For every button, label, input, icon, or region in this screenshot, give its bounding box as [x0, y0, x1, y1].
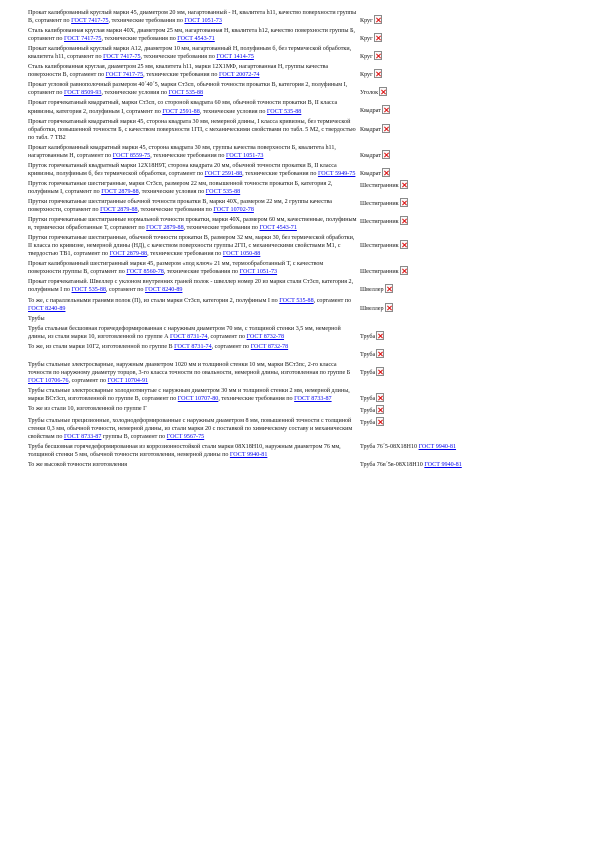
spec-description: [28, 461, 357, 469]
broken-image-icon: [374, 33, 382, 42]
text-fragment: То же, из стали марки 10Г2, изготовленной по группе В: [28, 343, 175, 350]
spec-designation: [357, 45, 573, 61]
spec-row: [28, 361, 573, 385]
spec-description: [28, 63, 357, 79]
gost-link[interactable]: ГОСТ 2879-88: [146, 225, 184, 232]
spec-description: [28, 45, 357, 61]
text-fragment: группы В, сортамент по: [101, 434, 167, 441]
text-fragment: Труба стальная бесшовная горячедеформированная с наружным диаметром 70 мм, с толщиной стенки 3,5 мм, немерной длины, из стали марки 10, изготовленной по группе А: [28, 325, 341, 340]
text-fragment: , технические требования по: [242, 170, 318, 177]
spec-row: [28, 198, 573, 214]
text-fragment: Квадрат: [360, 126, 381, 133]
gost-link[interactable]: ГОСТ 1051-73: [226, 152, 264, 159]
spec-designation: [357, 325, 573, 341]
spec-description: [28, 118, 357, 142]
text-fragment: Трубы стальные прецизионные, холоднодеформированные с наружным диаметром 8 мм, повышенной точности с толщиной стенки 0,3 мм, обычной точности, немерной длины, из стали марки 20 с поставкой по химическому составу и механическим свойствам по: [28, 418, 353, 441]
text-fragment: Квадрат: [360, 108, 381, 115]
text-fragment: Шестигранник: [360, 269, 399, 276]
gost-link[interactable]: ГОСТ 9940-81: [229, 452, 268, 459]
spec-row: [28, 417, 573, 441]
text-fragment: Прокат калиброванный квадратный марки 45, сторона квадрата 30 мм, группы качества поверхности Б, квалитета h11, нагартованным Н, сортамент по: [28, 144, 336, 159]
spec-designation: [357, 387, 573, 403]
text-fragment: Прутки горячекатаные шестигранные обычной точности прокатки В, марки 40Х, размером 22 мм, 2 группы качества поверхности, сортамент по: [28, 198, 332, 214]
gost-link[interactable]: ГОСТ 9567-75: [166, 434, 205, 441]
spec-description: [28, 81, 357, 97]
broken-image-icon: [379, 87, 387, 96]
broken-image-icon: [374, 69, 382, 78]
text-fragment: , технические требования по: [150, 152, 226, 159]
spec-row: [28, 234, 573, 258]
text-fragment: Труба бесшовная горячедеформированная из коррозионностойкой стали марки 08Х18Н10, наружным диаметром 76 мм, толщиной стенки 5 мм, обычной точности изготовления, немерной длины по: [28, 444, 341, 459]
text-fragment: , сортамент по: [105, 287, 145, 294]
spec-row: [28, 405, 573, 415]
spec-description: [28, 180, 357, 196]
spec-designation: [357, 361, 573, 377]
spec-description: [28, 278, 357, 294]
spec-description: [28, 27, 357, 43]
spec-row: [28, 63, 573, 79]
gost-link[interactable]: ГОСТ 9940-81: [418, 444, 457, 451]
gost-link[interactable]: ГОСТ 2879-88: [101, 188, 139, 195]
text-fragment: Труба: [360, 408, 376, 415]
gost-link[interactable]: ГОСТ 535-88: [266, 108, 302, 115]
spec-row: [28, 99, 573, 115]
gost-link[interactable]: ГОСТ 10702-78: [213, 207, 254, 214]
text-fragment: Прокат горячекатаный. Швеллер с уклоном внутренних граней полок - швеллер номер 20 из марки стали Ст3сп, категория 2, полуфиным I по: [28, 279, 354, 294]
text-fragment: Труба: [360, 351, 376, 358]
gost-link[interactable]: ГОСТ 8733-87: [294, 395, 332, 402]
text-fragment: Пруток горячекатаные шестигранные, марки Ст3сп, размером 22 мм, повышенной точности прокатки Б, категория 2, полуфиным I, сортамент по: [28, 180, 333, 195]
broken-image-icon: [400, 198, 408, 207]
text-fragment: Труба: [360, 333, 376, 340]
spec-description: [28, 325, 357, 341]
gost-link[interactable]: ГОСТ 8509-93: [64, 90, 102, 97]
spec-row: [28, 260, 573, 276]
text-fragment: , сортамент по: [211, 343, 251, 350]
spec-designation: [357, 162, 573, 178]
gost-link[interactable]: ГОСТ 9940-81: [424, 462, 462, 469]
spec-description: [28, 162, 357, 178]
gost-link[interactable]: ГОСТ 2879-88: [109, 251, 148, 258]
text-fragment: Шестигранник: [360, 243, 399, 250]
spec-designation: [357, 216, 573, 226]
gost-link[interactable]: ГОСТ 2879-88: [100, 207, 138, 214]
text-fragment: Труба: [360, 420, 376, 427]
broken-image-icon: [374, 51, 382, 60]
gost-link[interactable]: ГОСТ 10707-80: [177, 395, 219, 402]
text-fragment: Швеллер: [360, 287, 384, 294]
spec-designation: [357, 278, 573, 294]
text-fragment: , технические требования по: [163, 269, 240, 276]
text-fragment: Прокат калиброванный круглый марки 45, диаметром 20 мм, нагартованный - Н, квалитета h11, качество поверхности группы В, сортамент по: [28, 10, 357, 25]
spec-description: [28, 297, 357, 313]
text-fragment: Швеллер: [360, 305, 384, 312]
spec-description: [28, 99, 357, 115]
text-fragment: Трубы стальные электросварные холоднотянутые с наружным диаметром 30 мм и толщиной стенки 2 мм, немерной длины, марки ВСт3сп, изготовленной по группе В, сортамент по: [28, 387, 350, 402]
text-fragment: Прокат угловой равнополочный размером 40´40´5, марки Ст3сп, обычной точности прокатки В, категория 2, полуфиным I, сортамент по: [28, 82, 348, 97]
gost-link[interactable]: ГОСТ 535-88: [71, 287, 106, 294]
spec-designation: [357, 63, 573, 79]
spec-description: [28, 405, 357, 413]
gost-link[interactable]: ГОСТ 535-88: [279, 297, 314, 304]
spec-row: [28, 9, 573, 25]
spec-description: [28, 443, 357, 459]
spec-description: [28, 216, 357, 232]
text-fragment: Круг: [360, 54, 373, 61]
broken-image-icon: [382, 105, 390, 114]
spec-row: [28, 343, 573, 359]
gost-link[interactable]: ГОСТ 7417-75: [71, 18, 109, 25]
gost-link[interactable]: ГОСТ 8731-74: [170, 333, 208, 340]
spec-row: [28, 27, 573, 43]
broken-image-icon: [376, 393, 384, 402]
spec-description: [28, 9, 357, 25]
broken-image-icon: [400, 180, 408, 189]
gost-link[interactable]: ГОСТ 10706-76: [28, 377, 69, 384]
gost-link[interactable]: ГОСТ 4543-71: [259, 225, 297, 232]
text-fragment: Труба: [360, 395, 376, 402]
text-fragment: Прокат горячекатаный квадратный, марки Ст3сп, со стороной квадрата 60 мм, обычной точности прокатки В, II класса кривизны, категория 2, полуфиным I, сортамент по: [28, 100, 338, 115]
text-fragment: Шестигранник: [360, 182, 399, 189]
text-fragment: Квадрат: [360, 170, 381, 177]
text-fragment: Прутки горячекатаные шестигранные нормальной точности прокатки, марки 40Х, размером 60 мм, качественные, полуфиным в, термически обработанные Т, сортамент по: [28, 217, 357, 232]
text-fragment: , технические условия по: [101, 90, 169, 97]
text-fragment: Прокат калиброванный круглый марки А12, диаметром 10 мм, нагартованный Н, полуфиным б, без термической обработки, квалитета h11, сортамент по: [28, 46, 352, 61]
text-fragment: Уголок: [360, 90, 379, 97]
text-fragment: Прокат горячекатаный квадратный марки 45, сторона квадрата 30 мм, немерной длины, I класса кривизны, без термической обработки, повышенной точности Б, с качеством поверхности 1ГП, с механическими свойствами по табл. 5 М2, с твердостью по табл. 7 ТВ2: [28, 118, 356, 141]
gost-link[interactable]: ГОСТ 8240-89: [28, 305, 66, 312]
gost-link[interactable]: ГОСТ 2591-88: [162, 108, 200, 115]
text-fragment: Труба 76в´5в-08Х18Н10: [360, 462, 425, 469]
spec-row: [28, 162, 573, 178]
spec-row: [28, 144, 573, 160]
text-fragment: , технические требования по: [108, 18, 185, 25]
text-fragment: , технические требования по: [183, 225, 260, 232]
broken-image-icon: [374, 15, 382, 24]
text-fragment: Трубы: [28, 315, 45, 322]
broken-image-icon: [376, 349, 384, 358]
spec-designation: [357, 9, 573, 25]
spec-row: [28, 278, 573, 294]
text-fragment: То же, с параллельными гранями полок (П), из стали марки Ст3сп, категория 2, полуфиным I по: [28, 297, 280, 304]
spec-row: [28, 461, 573, 469]
spec-designation: [357, 234, 573, 250]
gost-link[interactable]: ГОСТ 8559-75: [112, 152, 151, 159]
gost-link[interactable]: ГОСТ 5949-75: [317, 170, 356, 177]
gost-link[interactable]: ГОСТ 1050-88: [222, 251, 261, 258]
spec-row: [28, 325, 573, 341]
gost-link[interactable]: ГОСТ 8240-89: [144, 287, 183, 294]
text-fragment: , сортамент по: [207, 333, 247, 340]
text-fragment: , технические требования по: [218, 395, 295, 402]
gost-link[interactable]: ГОСТ 20072-74: [218, 72, 260, 79]
broken-image-icon: [376, 405, 384, 414]
spec-designation: [357, 461, 573, 469]
spec-designation: [357, 405, 573, 415]
gost-link[interactable]: ГОСТ 7417-75: [103, 54, 141, 61]
gost-link[interactable]: ГОСТ 7417-75: [64, 36, 102, 43]
broken-image-icon: [400, 216, 408, 225]
spec-designation: [357, 297, 573, 313]
spec-description: [28, 361, 357, 385]
gost-link[interactable]: ГОСТ 535-88: [205, 188, 241, 195]
broken-image-icon: [376, 331, 384, 340]
text-fragment: , технические требования по: [140, 54, 217, 61]
broken-image-icon: [385, 284, 393, 293]
gost-link[interactable]: ГОСТ 8731-74: [174, 343, 212, 350]
gost-link[interactable]: ГОСТ 7417-75: [105, 72, 144, 79]
gost-link[interactable]: ГОСТ 2591-88: [204, 170, 243, 177]
spec-designation: [357, 443, 573, 451]
gost-link[interactable]: ГОСТ 1414-75: [216, 54, 254, 61]
spec-designation: [357, 81, 573, 97]
broken-image-icon: [400, 266, 408, 275]
spec-description: [28, 198, 357, 214]
text-fragment: Сталь калиброванная круглая, диаметром 25 мм, квалитета h11, марки 12Х1МФ, нагартованная Н, группы качества поверхности В, сортамент по: [28, 64, 329, 79]
gost-link[interactable]: ГОСТ 8732-78: [250, 343, 289, 350]
text-fragment: Труба: [360, 369, 376, 376]
gost-link[interactable]: ГОСТ 1051-73: [239, 269, 278, 276]
text-fragment: , технические условия по: [199, 108, 267, 115]
broken-image-icon: [376, 417, 384, 426]
spec-designation: [357, 417, 573, 427]
text-fragment: То же из стали 10, изготовленной по группе Г: [28, 406, 147, 413]
broken-image-icon: [382, 150, 390, 159]
spec-row: [28, 443, 573, 459]
text-fragment: , сортамент по: [68, 377, 108, 384]
gost-link[interactable]: ГОСТ 4543-71: [177, 36, 215, 43]
spec-row: [28, 180, 573, 196]
gost-link[interactable]: ГОСТ 8732-78: [246, 333, 285, 340]
gost-link[interactable]: ГОСТ 8560-78: [126, 269, 164, 276]
text-fragment: Круг: [360, 36, 373, 43]
text-fragment: Сталь калиброванная круглая марки 40Х, диаметром 25 мм, нагартованная Н, квалитета h12, качество поверхности группы Б, сортамент по: [28, 28, 356, 43]
text-fragment: То же высокой точности изготовления: [28, 462, 128, 469]
text-fragment: , технические требования по: [101, 36, 178, 43]
gost-link[interactable]: ГОСТ 10704-91: [107, 377, 149, 384]
spec-designation: [357, 27, 573, 43]
spec-row: [28, 315, 573, 323]
text-fragment: , сортамент по: [313, 297, 352, 304]
gost-link[interactable]: ГОСТ 8733-87: [63, 434, 102, 441]
document-body: [28, 9, 573, 471]
spec-designation: [357, 198, 573, 208]
spec-designation: [357, 118, 573, 134]
text-fragment: , технические требования по: [137, 207, 214, 214]
gost-link[interactable]: ГОСТ 1051-73: [184, 18, 222, 25]
text-fragment: Шестигранник: [360, 219, 399, 226]
text-fragment: , технические требования по: [147, 251, 223, 258]
text-fragment: Шестигранник: [360, 200, 399, 207]
spec-row: [28, 81, 573, 97]
gost-link[interactable]: ГОСТ 535-88: [168, 90, 204, 97]
spec-description: [28, 234, 357, 258]
spec-description: [28, 417, 357, 441]
spec-row: [28, 118, 573, 142]
broken-image-icon: [400, 240, 408, 249]
spec-designation: [357, 144, 573, 160]
spec-row: [28, 216, 573, 232]
broken-image-icon: [382, 124, 390, 133]
text-fragment: Пруток горячекатаный квадратный марки 12Х18Н9Т, сторона квадрата 20 мм, обычной точности прокатки В, II класса кривизны, полуфиным б, без термической обработки, сортамент по: [28, 162, 337, 177]
broken-image-icon: [376, 367, 384, 376]
text-fragment: , технические условия по: [138, 188, 206, 195]
spec-designation: [357, 343, 573, 359]
broken-image-icon: [382, 168, 390, 177]
text-fragment: Труба 76´5-08Х18Н10: [360, 444, 419, 451]
spec-row: [28, 387, 573, 403]
text-fragment: Трубы стальные электросварные, наружным диаметром 1020 мм и толщиной стенки 10 мм, марки ВСт3пс, 2-го класса точности по наружному диаметру торцов, 3-го класса точности по овальности, немерной длины, изготовленная по группе Б: [28, 361, 351, 376]
text-fragment: Прутки горячекатаные шестигранные, обычной точности прокатки В, размером 32 мм, марки 30, без термической обработки, II класса по кривизне, немерной длины (НД), с качеством поверхности группы 2ГП, с механическими свойствами М1, с твердостью ТВ1, сортамент по: [28, 235, 355, 258]
broken-image-icon: [385, 303, 393, 312]
spec-description: [28, 315, 357, 323]
spec-designation: [357, 260, 573, 276]
text-fragment: Круг: [360, 72, 373, 79]
row-spacer: [28, 469, 573, 471]
text-fragment: Круг: [360, 18, 373, 24]
text-fragment: Квадрат: [360, 152, 381, 159]
text-fragment: , технические требования по: [143, 72, 219, 79]
spec-description: [28, 387, 357, 403]
spec-row: [28, 45, 573, 61]
spec-designation: [357, 180, 573, 190]
spec-description: [28, 343, 357, 351]
spec-row: [28, 297, 573, 313]
text-fragment: Прокат калиброванный шестигранный марки 45, размером «под ключ» 21 мм, термообработанный Т, с качеством поверхности группы В, сортамент по: [28, 261, 324, 276]
spec-description: [28, 260, 357, 276]
spec-description: [28, 144, 357, 160]
spec-designation: [357, 99, 573, 115]
